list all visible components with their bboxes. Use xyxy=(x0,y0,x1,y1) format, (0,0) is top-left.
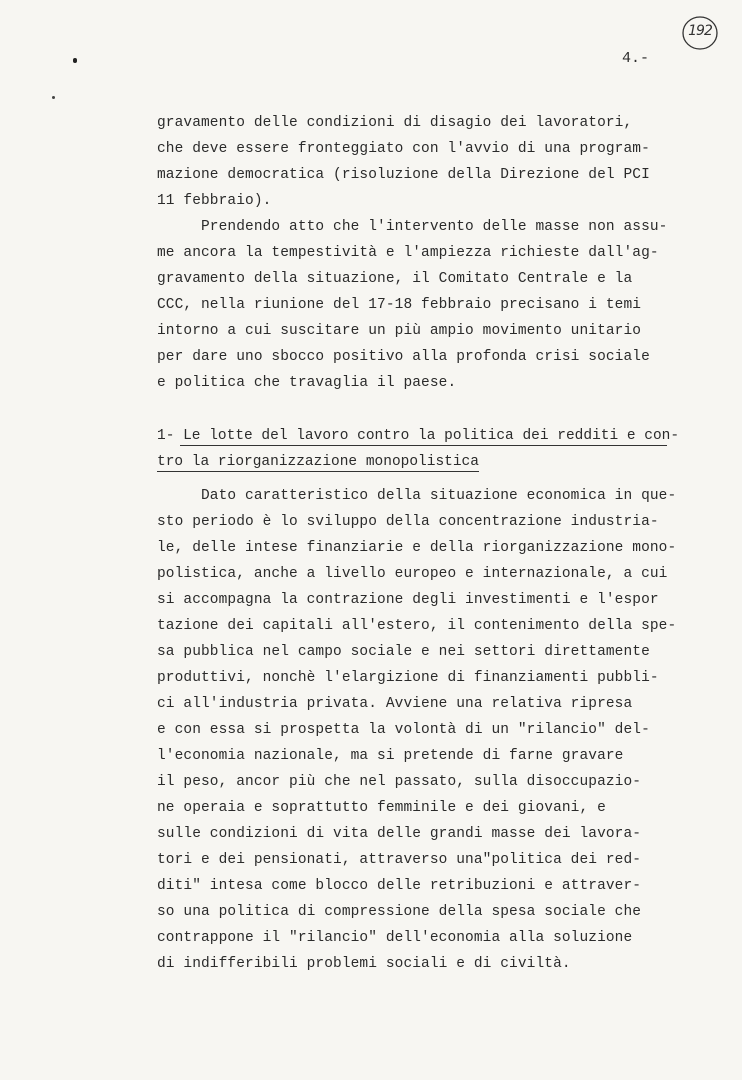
text-line: l'economia nazionale, ma si pretende di farne gravare xyxy=(157,748,624,764)
text-line: sto periodo è lo sviluppo della concentrazione industria- xyxy=(157,514,659,530)
ink-mark xyxy=(73,58,77,63)
text-line: gravamento della situazione, il Comitato Centrale e la xyxy=(157,271,633,287)
text-line: per dare uno sbocco positivo alla profonda crisi sociale xyxy=(157,349,650,365)
text-line: che deve essere fronteggiato con l'avvio di una program- xyxy=(157,141,650,157)
text-line: produttivi, nonchè l'elargizione di finanziamenti pubbli- xyxy=(157,670,659,686)
text-line: e con essa si prospetta la volontà di un "rilancio" del- xyxy=(157,722,650,738)
stamp-number: 192 xyxy=(688,23,712,39)
text-line: Prendendo atto che l'intervento delle masse non assu- xyxy=(157,219,668,235)
text-line: gravamento delle condizioni di disagio dei lavoratori, xyxy=(157,115,633,131)
text-line: ci all'industria privata. Avviene una relativa ripresa xyxy=(157,696,633,712)
text-line: le, delle intese finanziarie e della riorganizzazione mono- xyxy=(157,540,677,556)
section-heading-line: tro la riorganizzazione monopolistica xyxy=(157,454,479,470)
text-line: contrappone il "rilancio" dell'economia alla soluzione xyxy=(157,930,633,946)
text-line: si accompagna la contrazione degli investimenti e l'espor xyxy=(157,592,659,608)
ink-mark xyxy=(52,96,55,99)
section-heading-line: 1- Le lotte del lavoro contro la politica dei redditi e con- xyxy=(157,428,680,444)
text-line: CCC, nella riunione del 17-18 febbraio precisano i temi xyxy=(157,297,642,313)
text-line: sa pubblica nel campo sociale e nei settori direttamente xyxy=(157,644,650,660)
text-line: so una politica di compressione della spesa sociale che xyxy=(157,904,642,920)
text-line: ne operaia e soprattutto femminile e dei giovani, e xyxy=(157,800,606,816)
text-line: tazione dei capitali all'estero, il contenimento della spe- xyxy=(157,618,677,634)
text-line: intorno a cui suscitare un più ampio movimento unitario xyxy=(157,323,642,339)
page-number: 4.- xyxy=(622,50,650,67)
heading-underline xyxy=(180,445,667,446)
text-line: il peso, ancor più che nel passato, sulla disoccupazio- xyxy=(157,774,642,790)
text-line: mazione democratica (risoluzione della Direzione del PCI xyxy=(157,167,650,183)
text-line: e politica che travaglia il paese. xyxy=(157,375,457,391)
text-line: sulle condizioni di vita delle grandi masse dei lavora- xyxy=(157,826,642,842)
text-line: diti" intesa come blocco delle retribuzioni e attraver- xyxy=(157,878,642,894)
text-line: me ancora la tempestività e l'ampiezza richieste dall'ag- xyxy=(157,245,659,261)
text-line: di indifferibili problemi sociali e di civiltà. xyxy=(157,956,571,972)
text-line: Dato caratteristico della situazione economica in que- xyxy=(157,488,677,504)
archive-stamp xyxy=(680,14,720,52)
text-line: tori e dei pensionati, attraverso una"politica dei red- xyxy=(157,852,642,868)
text-line: polistica, anche a livello europeo e internazionale, a cui xyxy=(157,566,668,582)
text-line: 11 febbraio). xyxy=(157,193,272,209)
heading-underline xyxy=(157,471,479,472)
